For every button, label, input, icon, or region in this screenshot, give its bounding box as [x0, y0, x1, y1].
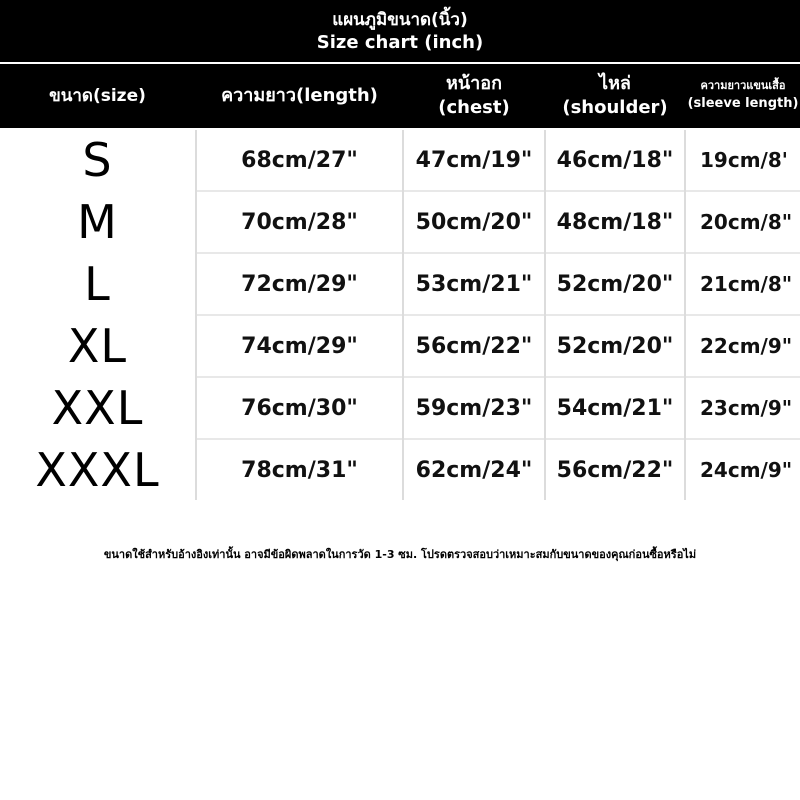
column-divider	[684, 130, 686, 500]
cell-sleeve: 20cm/8"	[700, 210, 793, 234]
size-chart-title	[0, 0, 800, 62]
cell-length: 70cm/28"	[241, 209, 358, 235]
title-english: Size chart (inch)	[316, 32, 484, 53]
cell-shoulder: 52cm/20"	[556, 271, 674, 297]
table-row	[0, 192, 800, 252]
header-chest	[404, 64, 544, 128]
cell-size: M	[77, 195, 118, 249]
table-row	[0, 440, 800, 500]
header-size: ขนาด(size)	[49, 86, 146, 106]
cell-length: 74cm/29"	[241, 333, 358, 359]
cell-sleeve: 21cm/8"	[700, 272, 793, 296]
title-thai: แผนภูมิขนาด(นิ้ว)	[332, 10, 468, 30]
cell-shoulder: 52cm/20"	[556, 333, 674, 359]
cell-size: XXL	[51, 381, 144, 435]
table-row	[0, 378, 800, 438]
cell-chest: 56cm/22"	[415, 333, 533, 359]
disclaimer-note: ขนาดใช้สำหรับอ้างอิงเท่านั้น อาจมีข้อผิดพลาดในการวัด 1-3 ซม. โปรดตรวจสอบว่าเหมาะสมกับขนาดของคุณก่อนซื้อหรือไม่	[103, 548, 697, 561]
table-header	[0, 64, 800, 128]
cell-length: 78cm/31"	[241, 457, 358, 483]
column-divider	[195, 130, 197, 500]
header-shoulder-thai: ไหล่	[599, 73, 631, 94]
cell-size: S	[82, 133, 113, 187]
cell-shoulder: 56cm/22"	[556, 457, 674, 483]
header-chest-english: (chest)	[438, 97, 510, 118]
cell-sleeve: 24cm/9"	[700, 458, 793, 482]
column-divider	[402, 130, 404, 500]
header-length: ความยาว(length)	[221, 85, 378, 106]
cell-length: 72cm/29"	[241, 271, 358, 297]
cell-chest: 47cm/19"	[415, 147, 533, 173]
header-chest-thai: หน้าอก	[446, 73, 502, 94]
cell-shoulder: 46cm/18"	[556, 147, 674, 173]
cell-sleeve: 22cm/9"	[700, 334, 793, 358]
cell-chest: 59cm/23"	[415, 395, 533, 421]
table-row	[0, 254, 800, 314]
header-shoulder	[546, 64, 684, 128]
header-sleeve-thai: ความยาวแขนเสื้อ	[700, 79, 786, 92]
cell-chest: 53cm/21"	[415, 271, 533, 297]
cell-length: 68cm/27"	[241, 147, 358, 173]
cell-sleeve: 19cm/8'	[700, 148, 788, 172]
cell-chest: 62cm/24"	[415, 457, 533, 483]
cell-shoulder: 54cm/21"	[556, 395, 674, 421]
cell-shoulder: 48cm/18"	[556, 209, 674, 235]
cell-size: XXXL	[35, 443, 160, 497]
header-shoulder-english: (shoulder)	[562, 97, 668, 118]
header-sleeve	[686, 64, 800, 128]
column-divider	[544, 130, 546, 500]
cell-sleeve: 23cm/9"	[700, 396, 793, 420]
table-row	[0, 130, 800, 190]
header-sleeve-english: (sleeve length)	[687, 96, 799, 111]
cell-size: XL	[67, 319, 128, 373]
table-row	[0, 316, 800, 376]
cell-length: 76cm/30"	[241, 395, 358, 421]
cell-size: L	[84, 257, 111, 311]
cell-chest: 50cm/20"	[415, 209, 533, 235]
